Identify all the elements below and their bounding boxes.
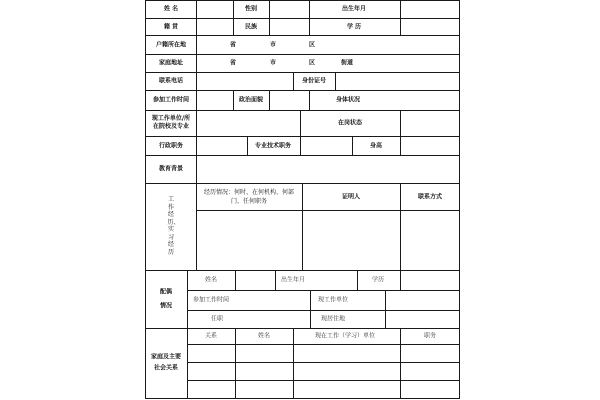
form-line [145, 54, 460, 55]
form-line [145, 0, 460, 1]
label-family: 家庭及主要 [150, 353, 182, 361]
form-line [300, 110, 301, 136]
label-political-status: 政治面貌 [238, 96, 264, 104]
label-hukou-city: 市 [269, 41, 277, 49]
label-hukou: 户籍所在地 [155, 41, 187, 49]
label-witness: 证明人 [341, 193, 361, 201]
label-work-history: 工作经历、实习经历 [167, 196, 180, 256]
form-line [293, 72, 294, 90]
form-line [145, 110, 460, 111]
form-line [145, 155, 460, 156]
label-phone: 联系电话 [158, 77, 184, 85]
form-line [357, 270, 358, 290]
label-employer: 现工作单位/所在院校及专业 [151, 115, 191, 130]
label-spouse: 配偶 [159, 288, 173, 296]
form-line [385, 290, 386, 328]
form-line [302, 183, 303, 270]
form-line [145, 72, 460, 73]
label-spouse-name: 姓名 [204, 276, 218, 284]
label-address-city: 市 [269, 59, 277, 67]
form-line [145, 136, 460, 137]
form-line [400, 110, 401, 136]
label-social-relations: 社会关系 [153, 364, 179, 372]
label-family-name: 姓名 [257, 332, 271, 340]
label-contact: 联系方式 [417, 193, 443, 201]
form-line [269, 90, 270, 110]
label-work-start: 参加工作时间 [152, 96, 190, 104]
label-spouse-education: 学历 [371, 276, 385, 284]
label-admin-post: 行政职务 [158, 142, 184, 150]
label-job-status: 在岗状态 [337, 119, 363, 127]
form-line [400, 328, 401, 399]
label-address-street: 街道 [340, 59, 354, 67]
label-spouse-residence: 现居住地 [320, 315, 346, 323]
application-form [145, 0, 460, 400]
form-line [235, 270, 236, 290]
label-address-district: 区 [308, 59, 316, 67]
form-line [187, 380, 460, 381]
label-hukou-province: 省 [229, 41, 237, 49]
form-line [293, 328, 294, 399]
form-line [309, 0, 310, 35]
form-line [300, 136, 301, 155]
label-native-place: 籍 贯 [163, 23, 179, 31]
label-tech-post: 专业技术职务 [254, 142, 292, 150]
label-spouse-work-start: 参加工作时间 [192, 296, 230, 304]
label-hukou-district: 区 [308, 41, 316, 49]
form-line [145, 270, 460, 271]
form-line [145, 18, 460, 19]
label-experience-header: 经历情况：何时、在何机构、何部门、任何职务 [203, 189, 294, 205]
label-ethnicity: 民族 [244, 23, 258, 31]
label-family-employer: 现在工作（学习）单位 [314, 332, 376, 340]
form-line [196, 210, 460, 211]
form-line [187, 344, 460, 345]
form-line [145, 398, 460, 399]
label-height: 身高 [369, 142, 383, 150]
form-line [309, 90, 310, 110]
label-name: 姓 名 [163, 5, 179, 13]
form-line [145, 35, 460, 36]
form-line [269, 0, 270, 35]
label-spouse-position: 任职 [210, 315, 224, 323]
form-line [187, 310, 460, 311]
form-line [352, 136, 353, 155]
form-line [187, 362, 460, 363]
form-line [235, 328, 236, 399]
form-line [187, 270, 188, 399]
label-edu-background: 教育背景 [158, 165, 184, 173]
label-address-province: 省 [229, 59, 237, 67]
form-line [196, 0, 197, 270]
form-line [145, 0, 146, 399]
label-education: 学 历 [346, 23, 362, 31]
label-spouse-employer: 现工作单位 [317, 296, 349, 304]
label-id-number: 身份证号 [301, 77, 327, 85]
label-spouse-info: 情况 [159, 302, 173, 310]
label-gender: 性别 [244, 5, 258, 13]
label-family-position: 职务 [423, 332, 437, 340]
form-line [247, 136, 248, 155]
form-line [310, 290, 311, 328]
label-birth-date: 出生年月 [341, 5, 367, 13]
label-family-relation: 关系 [204, 332, 218, 340]
label-spouse-birth: 出生年月 [280, 276, 306, 284]
form-line [335, 72, 336, 90]
form-line [145, 90, 460, 91]
form-line [275, 270, 276, 290]
form-line [400, 270, 401, 290]
form-line [400, 183, 401, 270]
form-line [459, 0, 460, 399]
form-line [233, 0, 234, 35]
form-line [400, 136, 401, 155]
form-line [145, 328, 460, 329]
label-home-address: 家庭地址 [158, 59, 184, 67]
label-health: 身体状况 [335, 96, 361, 104]
form-line [187, 290, 460, 291]
form-line [400, 0, 401, 35]
form-line [233, 90, 234, 110]
